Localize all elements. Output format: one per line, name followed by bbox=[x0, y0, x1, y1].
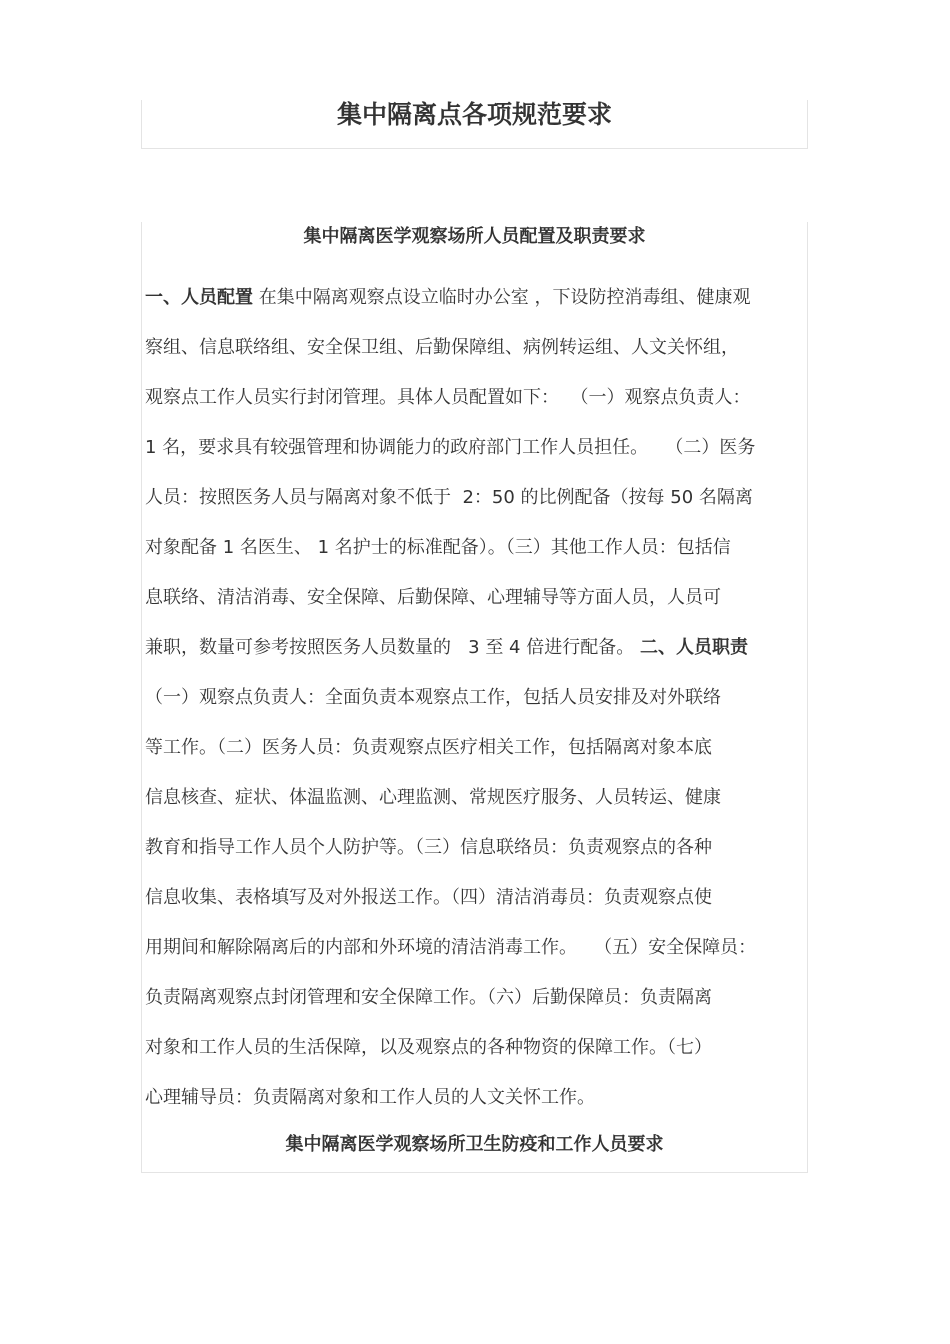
body-text: 在集中隔离观察点设立临时办公室 ，下设防控消毒组、健康观 bbox=[253, 287, 751, 308]
body-line-14: 用期间和解除隔离后的内部和外环境的清洁消毒工作。 （五）安全保障员： bbox=[145, 937, 757, 958]
body-line-12: 教育和指导工作人员个人防护等。（三）信息联络员：负责观察点的各种 bbox=[145, 837, 712, 858]
body-line-10: 等工作。（二）医务人员：负责观察点医疗相关工作，包括隔离对象本底 bbox=[145, 737, 712, 758]
section-heading-hygiene: 集中隔离医学观察场所卫生防疫和工作人员要求 bbox=[285, 1134, 664, 1155]
section-heading-staffing: 集中隔离医学观察场所人员配置及职责要求 bbox=[303, 226, 646, 247]
body-line-9: （一）观察点负责人：全面负责本观察点工作，包括人员安排及对外联络 bbox=[145, 687, 721, 708]
body-text: 兼职，数量可参考按照医务人员数量的 3 至 4 倍进行配备。 bbox=[145, 637, 640, 658]
body-line-16: 对象和工作人员的生活保障，以及观察点的各种物资的保障工作。（七） bbox=[145, 1037, 712, 1058]
part-heading-duties: 二、人员职责 bbox=[639, 637, 748, 658]
body-line-4: 1 名，要求具有较强管理和协调能力的政府部门工作人员担任。 （二）医务 bbox=[145, 437, 756, 458]
body-line-7: 息联络、清洁消毒、安全保障、后勤保障、心理辅导等方面人员，人员可 bbox=[145, 587, 721, 608]
part-heading-staffing: 一、人员配置 bbox=[145, 287, 253, 308]
body-line-15: 负责隔离观察点封闭管理和安全保障工作。（六）后勤保障员：负责隔离 bbox=[145, 987, 712, 1008]
body-line-6: 对象配备 1 名医生、 1 名护士的标准配备）。（三）其他工作人员：包括信 bbox=[145, 537, 731, 558]
document-title: 集中隔离点各项规范要求 bbox=[336, 100, 612, 129]
body-line-13: 信息收集、表格填写及对外报送工作。（四）清洁消毒员：负责观察点使 bbox=[145, 887, 712, 908]
body-line-17: 心理辅导员：负责隔离对象和工作人员的人文关怀工作。 bbox=[145, 1087, 595, 1108]
body-line-1 bbox=[145, 286, 750, 310]
body-line-3: 观察点工作人员实行封闭管理。具体人员配置如下： （一）观察点负责人： bbox=[145, 387, 751, 408]
body-line-8 bbox=[145, 636, 748, 660]
title-box bbox=[141, 100, 808, 149]
content-box bbox=[141, 222, 808, 1173]
body-line-5: 人员：按照医务人员与隔离对象不低于 2：50 的比例配备（按每 50 名隔离 bbox=[145, 487, 753, 508]
body-line-2: 察组、信息联络组、安全保卫组、后勤保障组、病例转运组、人文关怀组， bbox=[145, 337, 739, 358]
body-line-11: 信息核查、症状、体温监测、心理监测、常规医疗服务、人员转运、健康 bbox=[145, 787, 721, 808]
